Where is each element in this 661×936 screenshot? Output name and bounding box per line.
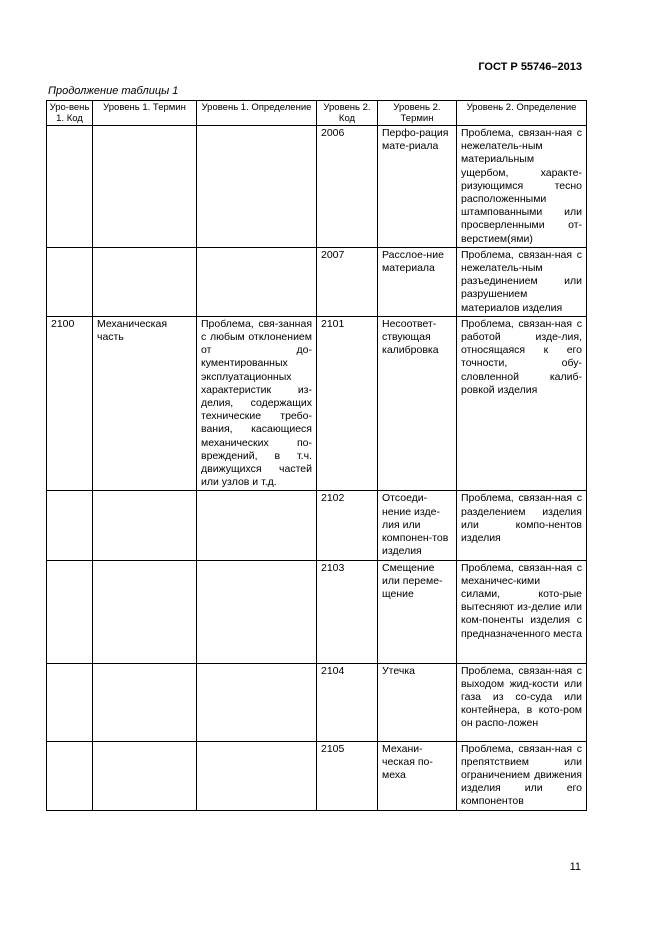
cell-l2-definition: Проблема, связан-ная с разделением изделия или компо-нентов изделия xyxy=(457,491,587,560)
cell-l1-definition: Проблема, свя-занная с любым отклонением от до-кументированных эксплуатационных характеристик из-делия, содержащих технические требо-вания, касающиеся механических по-вреждений, в т.ч. движущихся частей или узлов и т.д. xyxy=(197,316,317,491)
table-header-row xyxy=(47,101,587,126)
table-row xyxy=(47,316,587,491)
cell-l2-term: Несоответ-ствующая калибровка xyxy=(378,316,457,491)
cell-l1-term xyxy=(93,741,197,810)
cell-l1-code xyxy=(47,741,93,810)
standard-number: ГОСТ Р 55746–2013 xyxy=(478,61,582,73)
table-row xyxy=(47,560,587,663)
cell-l2-code: 2105 xyxy=(317,741,378,810)
header-l2-definition: Уровень 2. Определение xyxy=(457,101,587,126)
cell-l2-term: Отсоеди-нение изде-лия или компонен-тов изделия xyxy=(378,491,457,560)
cell-l1-definition xyxy=(197,560,317,663)
cell-l1-definition xyxy=(197,491,317,560)
cell-l2-code: 2007 xyxy=(317,247,378,316)
cell-l2-term: Смещение или переме-щение xyxy=(378,560,457,663)
table-row xyxy=(47,663,587,741)
cell-l1-term xyxy=(93,663,197,741)
table-row xyxy=(47,126,587,248)
cell-l1-code xyxy=(47,663,93,741)
cell-l1-code xyxy=(47,126,93,248)
cell-l1-code xyxy=(47,247,93,316)
table-row xyxy=(47,741,587,810)
header-l1-term: Уровень 1. Термин xyxy=(93,101,197,126)
cell-l1-code xyxy=(47,560,93,663)
cell-l1-term xyxy=(93,126,197,248)
cell-l2-definition: Проблема, связан-ная с работой изде-лия, относящаяся к его точности, обу-словленной калиб-ровкой изделия xyxy=(457,316,587,491)
cell-l2-definition: Проблема, связан-ная с механичес-кими силами, кото-рые вытесняют из-делие или ком-поненты изделия с предназначенного места xyxy=(457,560,587,663)
page-number: 11 xyxy=(569,861,581,873)
header-l1-definition: Уровень 1. Определение xyxy=(197,101,317,126)
cell-l2-code: 2104 xyxy=(317,663,378,741)
cell-l2-term: Механи-ческая по-меха xyxy=(378,741,457,810)
cell-l1-definition xyxy=(197,741,317,810)
header-l2-code: Уровень 2. Код xyxy=(317,101,378,126)
cell-l1-definition xyxy=(197,247,317,316)
cell-l2-definition: Проблема, связан-ная с выходом жид-кости или газа из со-суда или контейнера, в кото-ром он распо-ложен xyxy=(457,663,587,741)
cell-l1-term xyxy=(93,247,197,316)
cell-l2-term: Расслое-ние материала xyxy=(378,247,457,316)
cell-l2-definition: Проблема, связан-ная с нежелатель-ным материальным ущербом, характе-ризующимся тесно расположенными штампованными или просверленными от-верстием(ями) xyxy=(457,126,587,248)
cell-l1-term xyxy=(93,560,197,663)
cell-l2-term: Перфо-рация мате-риала xyxy=(378,126,457,248)
cell-l1-term xyxy=(93,491,197,560)
cell-l1-term: Механическая часть xyxy=(93,316,197,491)
cell-l2-code: 2103 xyxy=(317,560,378,663)
table-row xyxy=(47,491,587,560)
cell-l2-code: 2006 xyxy=(317,126,378,248)
cell-l1-definition xyxy=(197,126,317,248)
header-l1-code: Уро-вень 1. Код xyxy=(47,101,93,126)
cell-l2-term: Утечка xyxy=(378,663,457,741)
header-l2-term: Уровень 2. Термин xyxy=(378,101,457,126)
cell-l1-code: 2100 xyxy=(47,316,93,491)
cell-l2-definition: Проблема, связан-ная с препятствием или ограничением движения изделия или его компонентов xyxy=(457,741,587,810)
cell-l2-code: 2101 xyxy=(317,316,378,491)
table-continuation-caption: Продолжение таблицы 1 xyxy=(48,85,179,97)
terms-table xyxy=(46,100,587,811)
table-row xyxy=(47,247,587,316)
cell-l1-code xyxy=(47,491,93,560)
cell-l1-definition xyxy=(197,663,317,741)
cell-l2-definition: Проблема, связан-ная с нежелатель-ным разъединением или разрушением материалов изделия xyxy=(457,247,587,316)
cell-l2-code: 2102 xyxy=(317,491,378,560)
